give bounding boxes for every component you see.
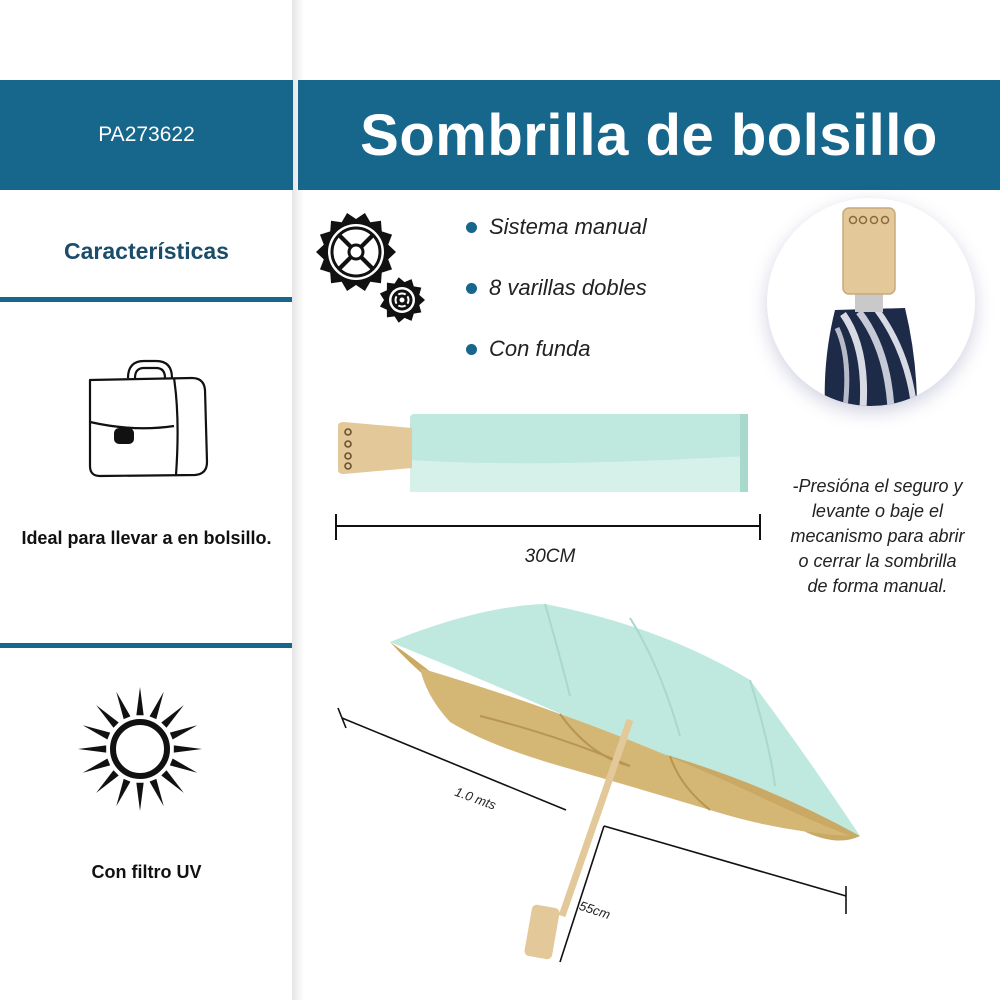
sun-ray bbox=[170, 725, 197, 739]
handle-detail-photo bbox=[767, 198, 975, 406]
sun-ray bbox=[116, 779, 130, 806]
sun-icon bbox=[76, 685, 204, 813]
shaft-length-label: 55cm bbox=[577, 898, 613, 923]
feature-item bbox=[466, 214, 766, 240]
shaft-dimension-line bbox=[540, 810, 860, 980]
canopy-span-label: 1.0 mts bbox=[452, 784, 499, 813]
gear-hub bbox=[398, 296, 406, 304]
sun-ray bbox=[78, 745, 106, 752]
sun-ray bbox=[83, 759, 110, 773]
bullet-dot bbox=[466, 283, 477, 294]
page-title: Sombrilla de bolsillo bbox=[360, 102, 938, 168]
bullet-dot bbox=[466, 344, 477, 355]
sun-ray bbox=[83, 725, 110, 739]
sun-ray bbox=[96, 770, 119, 793]
sun-ray bbox=[174, 745, 202, 752]
product-sku: PA273622 bbox=[98, 123, 195, 146]
section-rule bbox=[0, 297, 292, 302]
features-heading: Características bbox=[64, 238, 229, 264]
sun-ray bbox=[136, 783, 143, 811]
feature-label: 8 varillas dobles bbox=[489, 275, 647, 300]
gear-hub bbox=[349, 245, 363, 259]
span-dimension-line bbox=[330, 700, 580, 820]
feature-label: Sistema manual bbox=[489, 214, 647, 239]
pocket-feature-text: Ideal para llevar a en bolsillo. bbox=[21, 528, 272, 548]
folded-length-label: 30CM bbox=[524, 546, 576, 567]
sun-ray bbox=[170, 759, 197, 773]
sun-ray bbox=[161, 770, 184, 793]
feature-item bbox=[466, 275, 766, 301]
sun-ray bbox=[136, 687, 143, 715]
sun-ray bbox=[96, 705, 119, 728]
sun-ray bbox=[116, 692, 130, 719]
bullet-dot bbox=[466, 222, 477, 233]
section-rule bbox=[0, 643, 292, 648]
uv-feature-text: Con filtro UV bbox=[91, 862, 202, 882]
sun-ray bbox=[161, 705, 184, 728]
length-dimension-line bbox=[330, 510, 770, 546]
feature-label: Con funda bbox=[489, 336, 591, 361]
instructions-text: -Presióna el seguro y levante o baje el mecanismo para abrir o cerrar la sombrilla de forma manual. bbox=[790, 476, 965, 596]
feature-item bbox=[466, 336, 766, 362]
handle-closeup-illustration bbox=[767, 198, 975, 406]
sun-ray bbox=[150, 692, 164, 719]
folded-umbrella-illustration bbox=[330, 404, 760, 500]
briefcase-icon bbox=[84, 358, 210, 480]
gears-icon bbox=[314, 210, 430, 326]
sun-ray bbox=[150, 779, 164, 806]
